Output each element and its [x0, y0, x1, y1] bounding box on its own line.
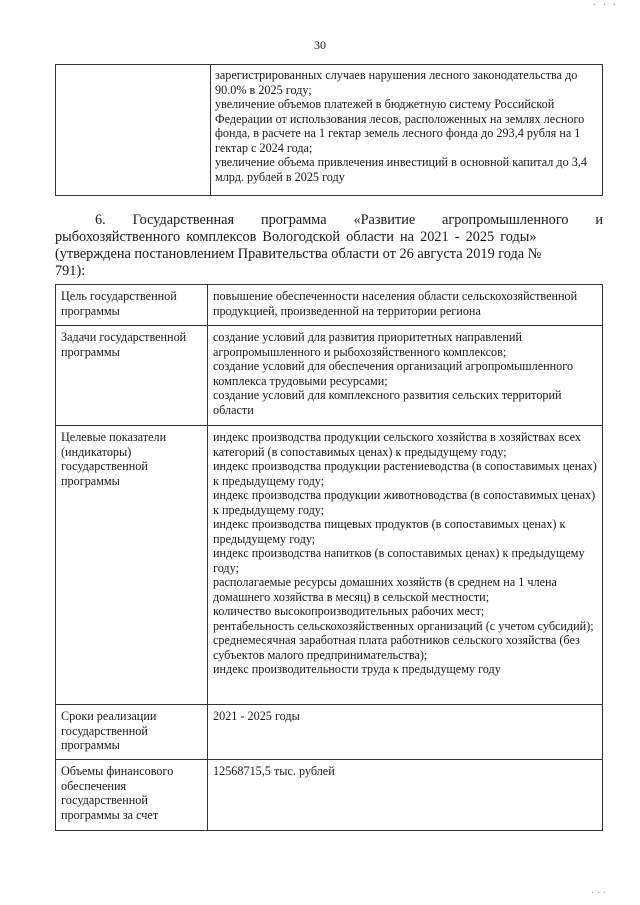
- table-row-goal: [56, 285, 603, 326]
- heading-word: агропромышленного: [442, 212, 569, 228]
- heading-line-2: рыбохозяйственного комплексов Вологодской области на 2021 - 2025 годы»: [55, 229, 537, 245]
- heading-line-3: (утверждена постановлением Правительства области от 26 августа 2019 года №: [55, 246, 542, 262]
- indicator-item: рентабельность сельскохозяйственных организаций (с учетом субсидий);: [213, 618, 594, 633]
- indicator-item: располагаемые ресурсы домашних хозяйств (в среднем на 1 члена домашнего хозяйства в месяц) в сельской местности;: [213, 575, 557, 604]
- funding-label: Объемы финансового обеспечения государственной программы за счет: [56, 760, 208, 831]
- indicator-item: индекс производства продукции растениеводства (в сопоставимых ценах) к предыдущему году;: [213, 459, 597, 488]
- indicator-item: среднемесячная заработная плата работников сельского хозяйства (без субъектов малого предпринимательства);: [213, 633, 580, 662]
- goal-label: Цель государственной программы: [56, 285, 208, 326]
- tasks-list: [208, 326, 603, 426]
- page-number: 30: [314, 38, 326, 52]
- indicator-item: индекс производства продукции сельского хозяйства в хозяйствах всех категорий (в сопоставимых ценах) к предыдущему году;: [213, 430, 581, 459]
- heading-word: Государственная: [132, 212, 235, 228]
- heading-word: программа: [260, 212, 327, 228]
- timeline-value: 2021 - 2025 годы: [208, 705, 603, 760]
- task-item: создание условий для развития приоритетных направлений агропромышленного и рыбохозяйственного комплексов;: [213, 330, 522, 359]
- list-item: увеличение объема привлечения инвестиций в основной капитал до 3,4 млрд. рублей в 2025 году: [215, 155, 587, 184]
- heading-line-1: [55, 212, 603, 229]
- continued-table: [55, 64, 603, 196]
- list-item: зарегистрированных случаев нарушения лесного законодательства до 90.0% в 2025 году;: [215, 68, 578, 97]
- indicators-label: Целевые показатели (индикаторы) государственной программы: [56, 426, 208, 705]
- indicator-item: индекс производства пищевых продуктов (в сопоставимых ценах) к предыдущему году;: [213, 517, 566, 546]
- corner-mark: · · ·: [593, 0, 618, 11]
- heading-word: и: [595, 212, 603, 228]
- timeline-label: Сроки реализации государственной программы: [56, 705, 208, 760]
- heading-line-4: 791):: [55, 263, 86, 279]
- table-cell-results: [211, 65, 603, 196]
- indicator-item: индекс производства продукции животноводства (в сопоставимых ценах) к предыдущему году;: [213, 488, 596, 517]
- table-row-funding: [56, 760, 603, 831]
- heading-word: 6.: [95, 212, 106, 228]
- goal-value: повышение обеспеченности населения области сельскохозяйственной продукцией, произведенной на территории региона: [208, 285, 603, 326]
- indicators-list: [208, 426, 603, 705]
- table-row-tasks: [56, 326, 603, 426]
- task-item: создание условий для обеспечения организаций агропромышленного комплекса трудовыми ресурсами;: [213, 359, 574, 388]
- list-item: увеличение объемов платежей в бюджетную систему Российской Федерации от использования лесов, расположенных на землях лесного фонда, в расчете на 1 гектар земель лесного фонда до 293,4 рубля на 1 гектар с 2024 года;: [215, 97, 585, 155]
- bottom-mark: · · ·: [591, 888, 606, 899]
- funding-value: 12568715,5 тыс. рублей: [208, 760, 603, 831]
- indicator-item: количество высокопроизводительных рабочих мест;: [213, 604, 485, 618]
- table-row-indicators: [56, 426, 603, 705]
- task-item: создание условий для комплексного развития сельских территорий области: [213, 388, 562, 417]
- tasks-label: Задачи государственной программы: [56, 326, 208, 426]
- table-row-timeline: [56, 705, 603, 760]
- table-row: [56, 65, 603, 196]
- program-passport-table: [55, 284, 603, 831]
- section-heading: [55, 212, 603, 280]
- table-cell-empty: [56, 65, 211, 196]
- heading-word: «Развитие: [353, 212, 416, 228]
- indicator-item: индекс производства напитков (в сопоставимых ценах) к предыдущему году;: [213, 546, 585, 575]
- indicator-item: индекс производительности труда к предыдущему году: [213, 662, 501, 676]
